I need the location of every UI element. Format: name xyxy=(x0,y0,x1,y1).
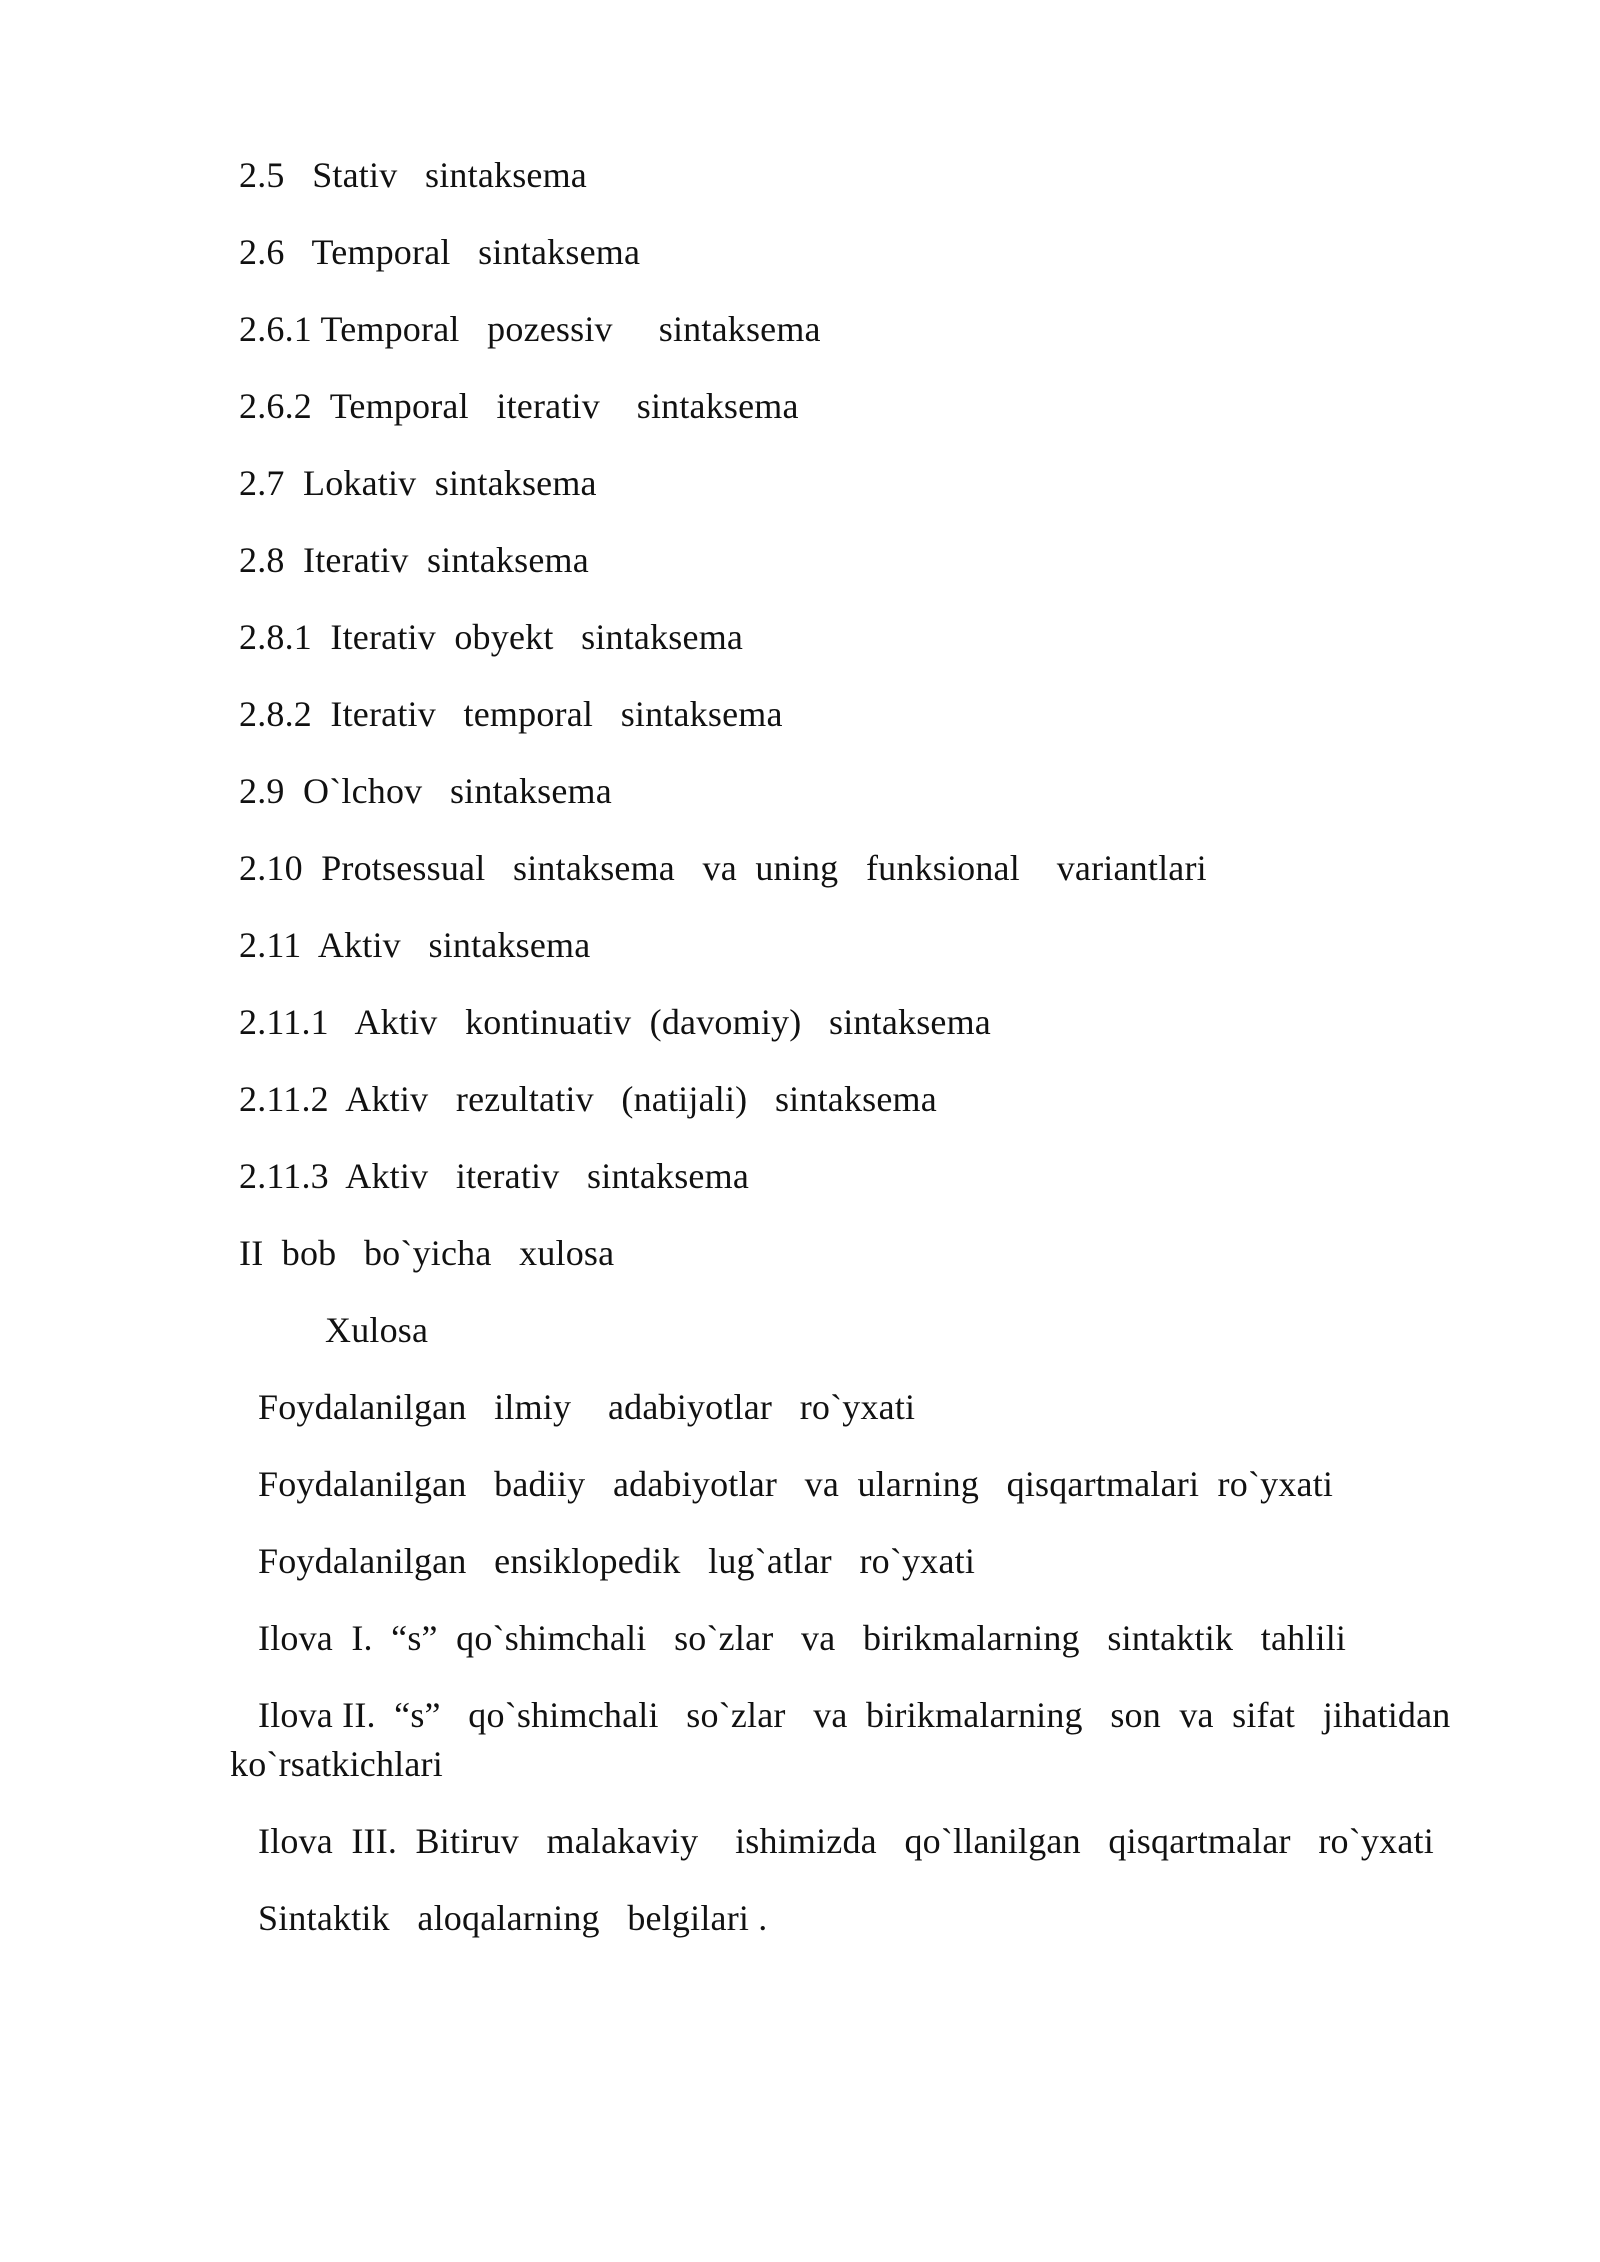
toc-item-2-6-2: 2.6.2 Temporal iterativ sintaksema xyxy=(239,386,799,426)
toc-item-2-6-1: 2.6.1 Temporal pozessiv sintaksema xyxy=(239,309,821,349)
toc-item-chapter-2-conclusion: II bob bo`yicha xulosa xyxy=(239,1233,615,1273)
toc-item-2-8: 2.8 Iterativ sintaksema xyxy=(239,540,589,580)
toc-item-2-7: 2.7 Lokativ sintaksema xyxy=(239,463,597,503)
toc-item-dictionaries: Foydalanilgan ensiklopedik lug`atlar ro`yxati xyxy=(258,1541,976,1581)
toc-item-2-11-2: 2.11.2 Aktiv rezultativ (natijali) sintaksema xyxy=(239,1079,937,1119)
toc-item-2-5: 2.5 Stativ sintaksema xyxy=(239,155,587,195)
toc-item-2-10: 2.10 Protsessual sintaksema va uning funksional variantlari xyxy=(239,848,1207,888)
toc-item-2-11: 2.11 Aktiv sintaksema xyxy=(239,925,591,965)
toc-item-2-9: 2.9 O`lchov sintaksema xyxy=(239,771,612,811)
toc-item-2-8-1: 2.8.1 Iterativ obyekt sintaksema xyxy=(239,617,744,657)
toc-item-appendix-2: Ilova II. “s” qo`shimchali so`zlar va birikmalarning son va sifat jihatidan ko`rsatkichlari xyxy=(230,1695,1460,1784)
toc-item-appendix-3: Ilova III. Bitiruv malakaviy ishimizda qo`llanilgan qisqartmalar ro`yxati xyxy=(258,1821,1434,1861)
toc-item-2-8-2: 2.8.2 Iterativ temporal sintaksema xyxy=(239,694,783,734)
toc-item-syntactic-signs: Sintaktik aloqalarning belgilari . xyxy=(258,1898,768,1938)
toc-item-2-11-1: 2.11.1 Aktiv kontinuativ (davomiy) sintaksema xyxy=(239,1002,991,1042)
toc-item-conclusion: Xulosa xyxy=(325,1310,429,1350)
toc-item-2-11-3: 2.11.3 Aktiv iterativ sintaksema xyxy=(239,1156,749,1196)
toc-item-scientific-literature: Foydalanilgan ilmiy adabiyotlar ro`yxati xyxy=(258,1387,916,1427)
toc-item-appendix-1: Ilova I. “s” qo`shimchali so`zlar va birikmalarning sintaktik tahlili xyxy=(258,1618,1347,1658)
toc-item-2-6: 2.6 Temporal sintaksema xyxy=(239,232,641,272)
toc-item-fiction-literature: Foydalanilgan badiiy adabiyotlar va ularning qisqartmalari ro`yxati xyxy=(258,1464,1334,1504)
